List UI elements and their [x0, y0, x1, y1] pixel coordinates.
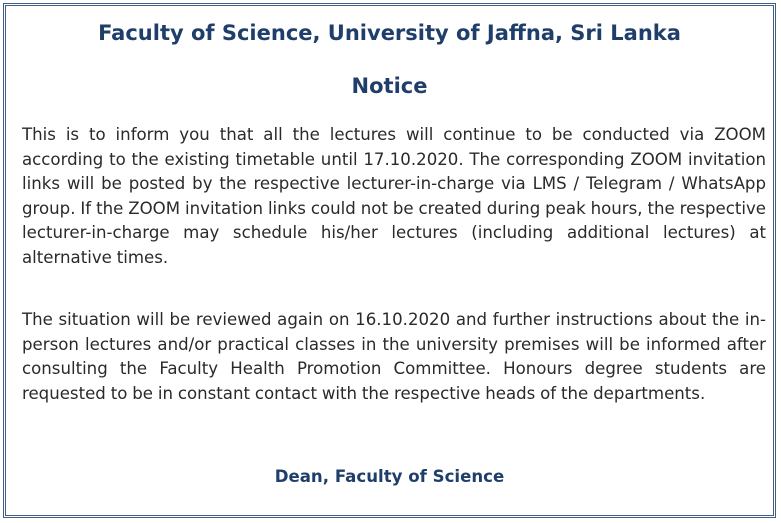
notice-frame [3, 3, 776, 518]
notice-paragraph-1: This is to inform you that all the lectures will continue to be conducted via ZOOM according to the existing timetable until 17.10.2020. The corresponding ZOOM invitation links will be posted by the respective lecturer-in-charge via LMS / Telegram / WhatsApp group. If the ZOOM invitation links could not be created during peak hours, the respective lecturer-in-charge may schedule his/her lectures (including additional lectures) at alternative times. [22, 125, 766, 267]
notice-title: Faculty of Science, University of Jaffna, Sri Lanka [98, 21, 681, 45]
notice-signature: Dean, Faculty of Science [274, 467, 505, 486]
notice-heading: Notice [351, 74, 428, 98]
notice-paragraph-2: The situation will be reviewed again on 16.10.2020 and further instructions about the in-person lectures and/or practical classes in the university premises will be informed after consulting the Faculty Health Promotion Committee. Honours degree students are requested to be in constant contact with the respective heads of the departments. [22, 310, 766, 403]
